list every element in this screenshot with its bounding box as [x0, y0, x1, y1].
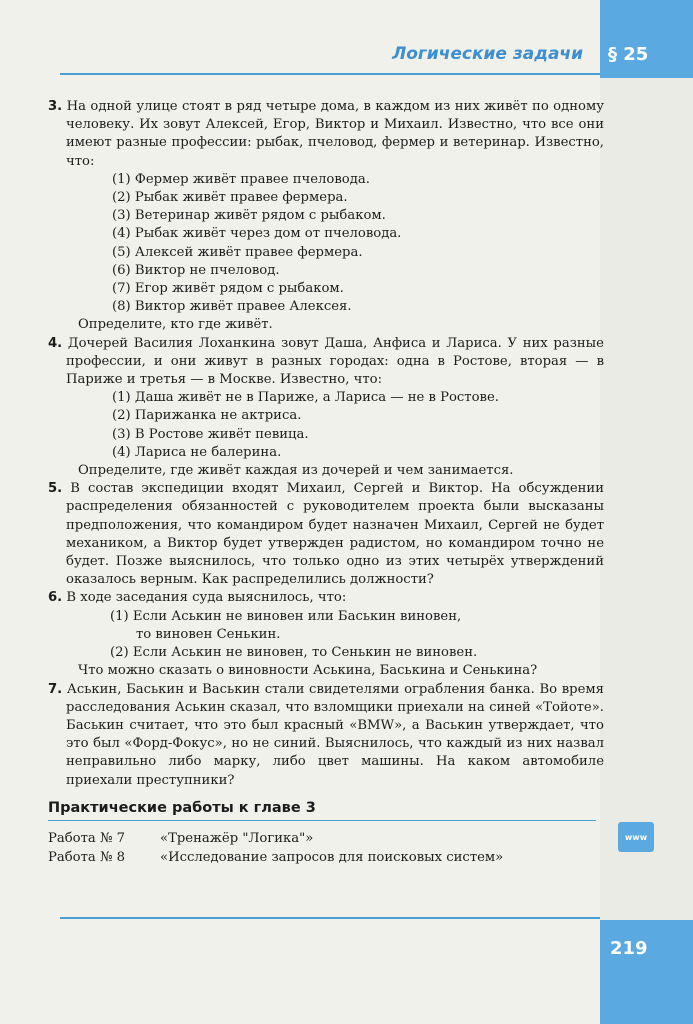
condition: (4) Рыбак живёт через дом от пчеловода.: [112, 226, 402, 242]
section-tab: [600, 0, 693, 78]
task-5: [48, 480, 604, 589]
header-divider: [60, 73, 600, 75]
practical-works-heading: Практические работы к главе 3: [48, 800, 596, 821]
right-margin: [600, 78, 693, 1024]
condition: (3) Ветеринар живёт рядом с рыбаком.: [112, 208, 386, 224]
task-text: В ходе заседания суда выяснилось, что:: [66, 590, 347, 606]
page-number-box: [600, 920, 693, 1024]
list-item: [48, 829, 604, 848]
task-number: 3.: [48, 99, 63, 114]
www-icon: www: [618, 822, 654, 852]
task-7: [48, 681, 604, 790]
task-number: 6.: [48, 590, 63, 606]
task-question: Определите, кто где живёт.: [78, 317, 273, 333]
condition: (1) Даша живёт не в Париже, а Лариса — не в Ростове.: [112, 390, 499, 406]
task-6: [48, 589, 604, 680]
condition: (4) Лариса не балерина.: [112, 444, 282, 460]
task-number: 4.: [48, 335, 63, 351]
task-question: Определите, где живёт каждая из дочерей и чем занимается.: [78, 463, 514, 479]
condition: (2) Парижанка не актриса.: [112, 408, 302, 424]
work-title: «Тренажёр "Логика"»: [160, 830, 314, 846]
page-content: [48, 98, 604, 867]
task-question: Что можно сказать о виновности Аськина, Баськина и Сенькина?: [78, 663, 538, 679]
condition: (1) Фермер живёт правее пчеловода.: [112, 171, 370, 187]
task-number: 5.: [48, 481, 63, 497]
condition: (2) Рыбак живёт правее фермера.: [112, 190, 348, 206]
condition-line: то виновен Сенькин.: [136, 626, 281, 642]
list-item: [48, 848, 604, 867]
header-title: Логические задачи: [392, 44, 583, 64]
task-text: Аськин, Баськин и Васькин стали свидетелями ограбления банка. Во время расследования Аськин сказал, что взломщики приехали на синей «Тойоте». Баськин считает, что это был красный «BMW», а Васькин утверждает, что это был «Форд-Фокус», но не синий. Выяснилось, что каждый из них назвал неправильно либо марку, либо цвет машины. На каком автомобиле приехали преступники?: [66, 681, 604, 788]
condition-line: (1) Если Аськин не виновен или Баськин виновен,: [110, 608, 462, 624]
footer-divider: [60, 917, 600, 919]
practical-works-list: [48, 829, 604, 867]
condition: [48, 608, 604, 663]
condition: (5) Алексей живёт правее фермера.: [112, 244, 363, 260]
condition: (7) Егор живёт рядом с рыбаком.: [112, 281, 344, 297]
page-number: 219: [610, 938, 648, 959]
work-title: «Исследование запросов для поисковых систем»: [160, 849, 504, 865]
task-number: 7.: [48, 681, 63, 697]
condition: (3) В Ростове живёт певица.: [112, 426, 309, 442]
task-text: На одной улице стоят в ряд четыре дома, в каждом из них живёт по одному человеку. Их зовут Алексей, Егор, Виктор и Михаил. Известно, что все они имеют разные профессии: рыбак, пчеловод, фермер и ветеринар. Известно, что:: [66, 99, 604, 169]
section-number: § 25: [608, 44, 649, 65]
condition-line: (2) Если Аськин не виновен, то Сенькин не виновен.: [110, 645, 478, 661]
work-label: Работа № 7: [48, 830, 126, 846]
task-text: Дочерей Василия Лоханкина зовут Даша, Анфиса и Лариса. У них разные профессии, и они живут в разных городах: одна в Ростове, вторая — в Париже и третья — в Москве. Известно, что:: [66, 335, 604, 388]
condition: (6) Виктор не пчеловод.: [112, 262, 280, 278]
task-text: В состав экспедиции входят Михаил, Сергей и Виктор. На обсуждении распределения обязанностей с руководителем проекта были высказаны предположения, что командиром будет назначен Михаил, Сергей не будет механиком, а Виктор будет утвержден радистом, но командиром точно не будет. Позже выяснилось, что только одно из этих четырёх утверждений оказалось верным. Как распределились должности?: [66, 481, 604, 588]
condition: (8) Виктор живёт правее Алексея.: [112, 299, 352, 315]
task-4: [48, 335, 604, 481]
task-3: [48, 98, 604, 335]
work-label: Работа № 8: [48, 849, 126, 865]
